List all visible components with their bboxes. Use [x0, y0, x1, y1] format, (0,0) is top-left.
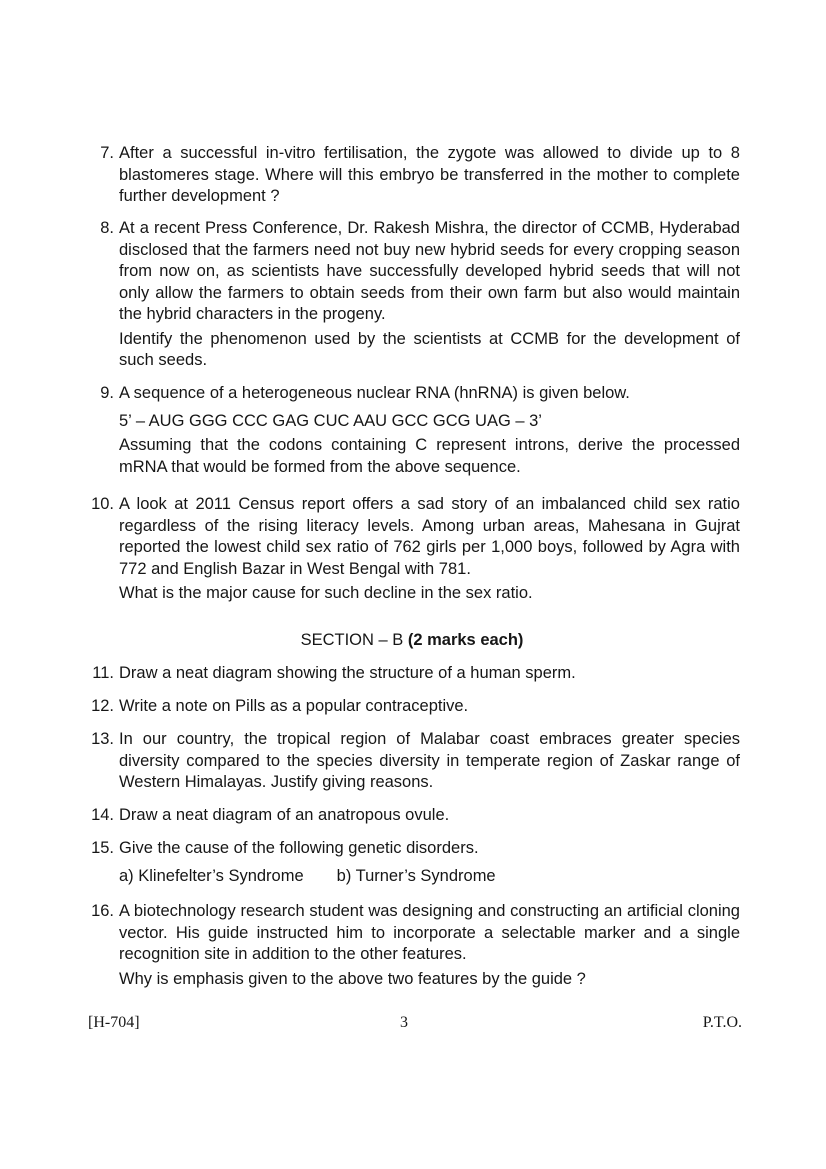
option-b: b) Turner’s Syndrome — [336, 866, 496, 885]
question-text: In our country, the tropical region of Malabar coast embraces greater species diversity compared to the species diversity in temperate region of Zaskar range of Western Himalayas. Justify giving reasons. — [119, 730, 740, 791]
question-9 — [84, 383, 740, 478]
section-title: SECTION – B — [300, 631, 404, 649]
question-10 — [84, 494, 740, 605]
question-14 — [84, 805, 740, 827]
question-text: Draw a neat diagram of an anatropous ovule. — [119, 806, 450, 824]
question-text: A sequence of a heterogeneous nuclear RNA (hnRNA) is given below. — [119, 384, 630, 402]
question-number: 8. — [100, 219, 114, 237]
question-number: 14. — [91, 806, 114, 824]
question-number: 11. — [92, 664, 114, 682]
question-16 — [84, 901, 740, 990]
question-number: 10. — [91, 495, 114, 513]
section-b-heading — [84, 630, 740, 652]
question-15 — [84, 838, 740, 887]
question-8 — [84, 218, 740, 372]
question-number: 15. — [91, 839, 114, 857]
section-marks: (2 marks each) — [407, 631, 524, 649]
question-number: 13. — [91, 730, 114, 748]
question-subtext: Why is emphasis given to the above two features by the guide ? — [119, 969, 586, 988]
pto-label: P.T.O. — [702, 1014, 742, 1031]
question-number: 16. — [91, 902, 114, 920]
question-subtext: What is the major cause for such decline in the sex ratio. — [119, 584, 533, 602]
question-11 — [84, 663, 740, 685]
paper-code: [H-704] — [88, 1014, 140, 1031]
page-number: 3 — [400, 1014, 408, 1031]
question-7 — [84, 143, 740, 208]
question-text: After a successful in-vitro fertilisation, the zygote was allowed to divide up to 8 blastomeres stage. Where will this embryo be transferred in the mother to complete further development ? — [119, 144, 740, 205]
question-13 — [84, 729, 740, 794]
question-text: Draw a neat diagram showing the structure of a human sperm. — [119, 664, 576, 682]
question-number: 9. — [100, 384, 114, 402]
question-number: 7. — [100, 144, 114, 162]
rna-sequence: 5’ – AUG GGG CCC GAG CUC AAU GCC GCG UAG – 3’ — [119, 411, 542, 430]
question-text: At a recent Press Conference, Dr. Rakesh Mishra, the director of CCMB, Hyderabad disclosed that the farmers need not buy new hybrid seeds for every cropping season from now on, as scientists have successfully developed hybrid seeds that will not only allow the farmers to obtain seeds from their own farm but also would maintain the hybrid characters in the progeny. — [119, 219, 740, 323]
question-subtext: Assuming that the codons containing C represent introns, derive the processed mRNA that would be formed from the above sequence. — [119, 436, 740, 476]
options-row — [119, 866, 740, 888]
question-number: 12. — [91, 697, 114, 715]
question-subtext: Identify the phenomenon used by the scientists at CCMB for the development of such seeds. — [119, 329, 740, 369]
option-a: a) Klinefelter’s Syndrome — [119, 866, 304, 885]
question-text: A biotechnology research student was designing and constructing an artificial cloning vector. His guide instructed him to incorporate a selectable marker and a single recognition site in addition to the other features. — [119, 902, 740, 963]
question-text: Write a note on Pills as a popular contraceptive. — [119, 697, 469, 715]
question-text: Give the cause of the following genetic disorders. — [119, 839, 479, 857]
question-12 — [84, 696, 740, 718]
question-text: A look at 2011 Census report offers a sad story of an imbalanced child sex ratio regardless of the rising literacy levels. Among urban areas, Mahesana in Gujrat reported the lowest child sex ratio of 762 girls per 1,000 boys, followed by Agra with 772 and English Bazar in West Bengal with 781. — [119, 495, 740, 578]
